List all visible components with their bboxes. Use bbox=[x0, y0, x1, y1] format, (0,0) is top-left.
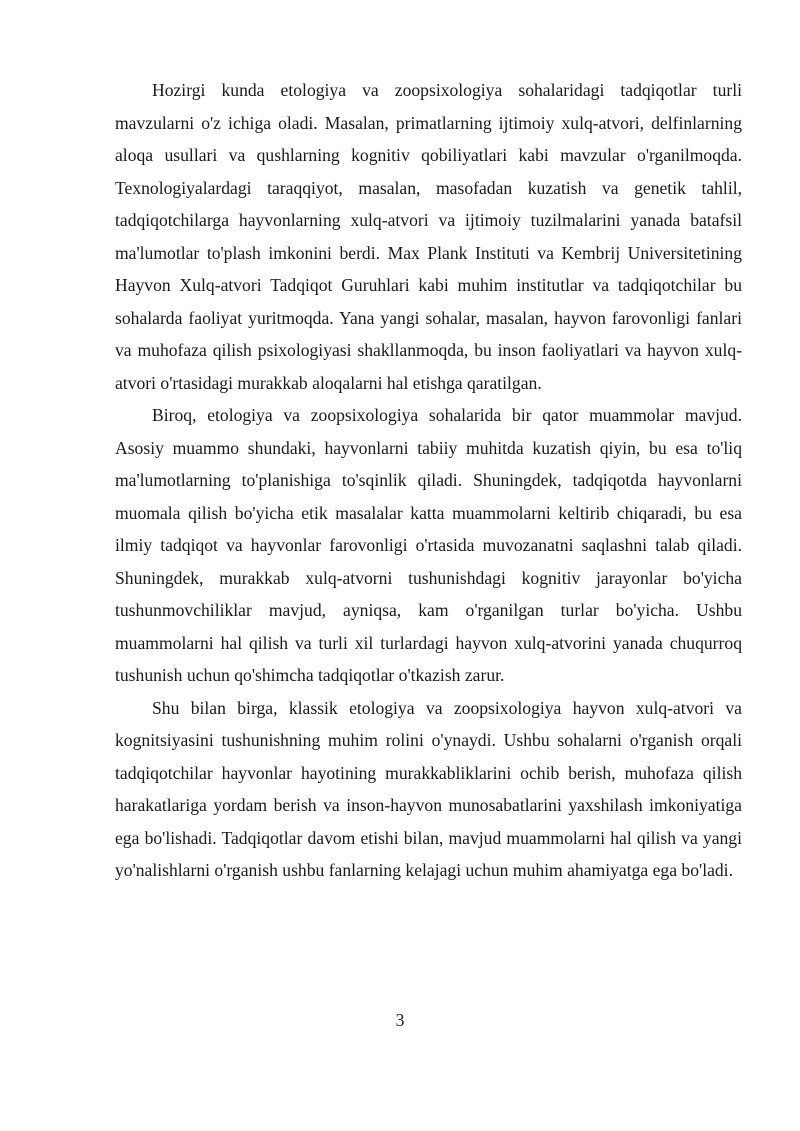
paragraph-3: Shu bilan birga, klassik etologiya va zoopsixologiya hayvon xulq-atvori va kognitsiyasini tushunishning muhim rolini o'ynaydi. Ushbu sohalarni o'rganish orqali tadqiqotchilar hayvonlar hayotining murakkabliklarini ochib berish, muhofaza qilish harakatlariga yordam berish va inson-hayvon munosabatlarini yaxshilash imkoniyatiga ega bo'lishadi. Tadqiqotlar davom etishi bilan, mavjud muammolarni hal qilish va yangi yo'nalishlarni o'rganish ushbu fanlarning kelajagi uchun muhim ahamiyatga ega bo'ladi. bbox=[115, 697, 742, 880]
paragraph-2: Biroq, etologiya va zoopsixologiya sohalarida bir qator muammolar mavjud. Asosiy muammo shundaki, hayvonlarni tabiiy muhitda kuzatish qiyin, bu esa to'liq ma'lumotlarning to'planishiga to'sqinlik qiladi. Shuningdek, tadqiqotda hayvonlarni muomala qilish bo'yicha etik masalalar katta muammolarni keltirib chiqaradi, bu esa ilmiy tadqiqot va hayvonlar farovonligi o'rtasida muvozanatni saqlashni talab qiladi. Shuningdek, murakkab xulq-atvorni tushunishdagi kognitiv jarayonlar bo'yicha tushunmovchiliklar mavjud, ayniqsa, kam o'rganilgan turlar bo'yicha. Ushbu muammolarni hal qilish va turli xil turlardagi hayvon xulq-atvorini yanada chuqurroq tushunish uchun qo'shimcha tadqiqotlar o'tkazish zarur. bbox=[115, 405, 742, 685]
body-text bbox=[115, 74, 742, 887]
paragraph-1: Hozirgi kunda etologiya va zoopsixologiya sohalaridagi tadqiqotlar turli mavzularni o'z ichiga oladi. Masalan, primatlarning ijtimoiy xulq-atvori, delfinlarning aloqa usullari va qushlarning kognitiv qobiliyatlari kabi mavzular o'rganilmoqda. Texnologiyalardagi taraqqiyot, masalan, masofadan kuzatish va genetik tahlil, tadqiqotchilarga hayvonlarning xulq-atvori va ijtimoiy tuzilmalarini yanada batafsil ma'lumotlar to'plash imkonini berdi. Max Plank Instituti va Kembrij Universitetining Hayvon Xulq-atvori Tadqiqot Guruhlari kabi muhim institutlar va tadqiqotchilar bu sohalarda faoliyat yuritmoqda. Yana yangi sohalar, masalan, hayvon farovonligi fanlari va muhofaza qilish psixologiyasi shakllanmoqda, bu inson faoliyatlari va hayvon xulq-atvori o'rtasidagi murakkab aloqalarni hal etishga qaratilgan. bbox=[115, 80, 742, 393]
page-number: 3 bbox=[395, 1010, 405, 1030]
